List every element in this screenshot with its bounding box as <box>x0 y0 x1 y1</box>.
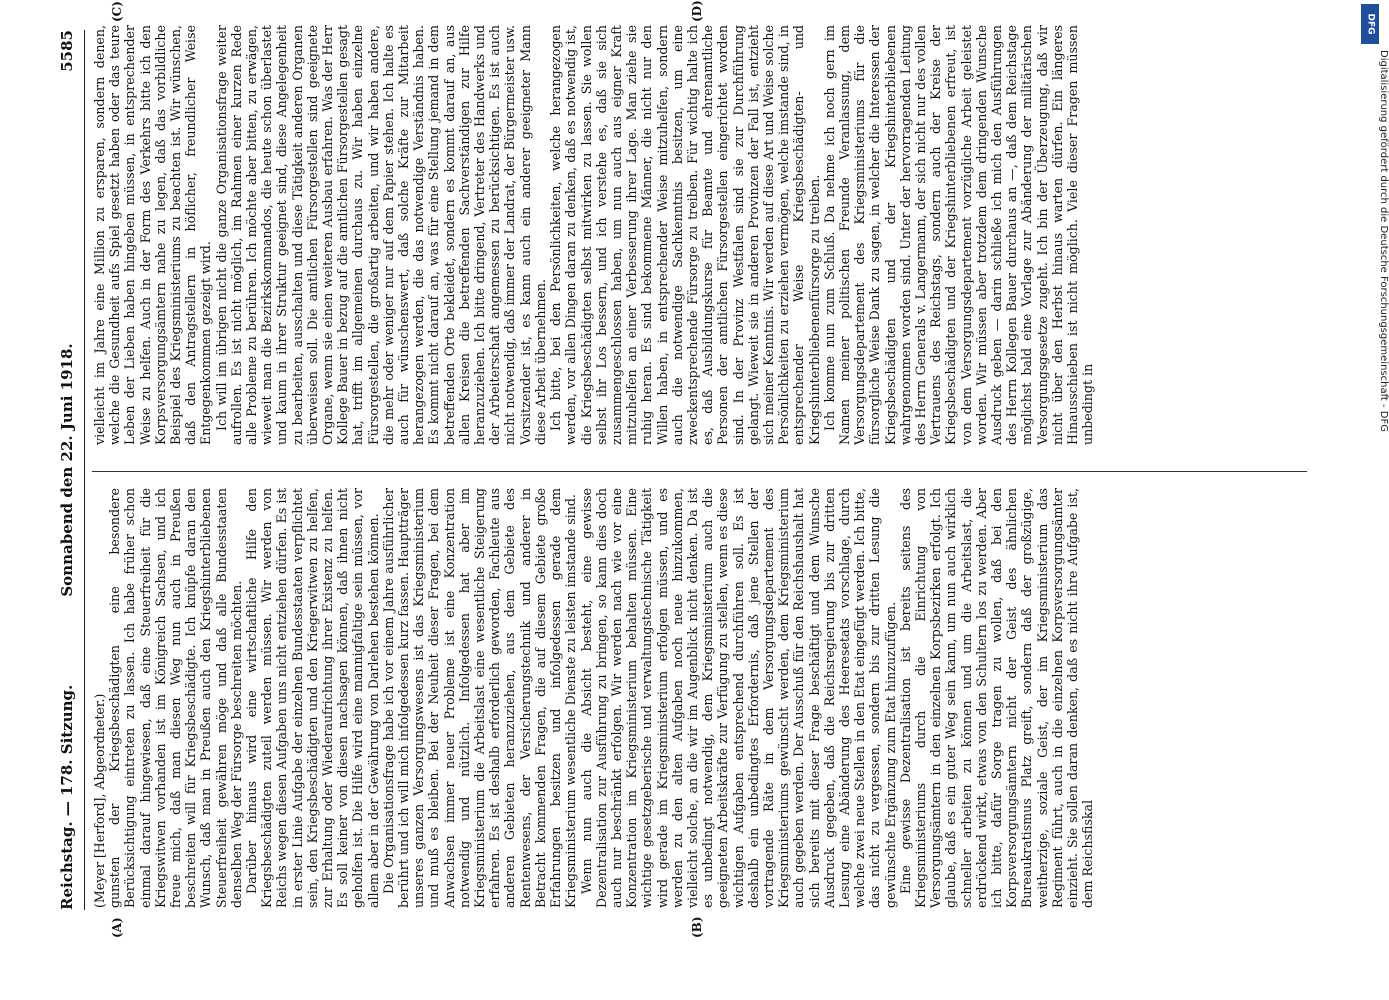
paragraph: Ich komme nun zum Schluß. Da nehme ich noch gern im Namen meiner politischen Freunde Veranlassung, dem Versorgungsdepartement des Kriegsministeriums für die fürsorgliche Weise Dank zu sagen, in welcher die Interessen der Kriegsbeschädigten und der Kriegshinterbliebenen wahrgenommen worden sind. Unter der hervorragenden Leitung des Herrn Generals v. Langermann, der sich nicht nur des vollen Vertrauens des Reichstags, sondern auch der Kreise der Kriegsbeschädigten und der Kriegshinterbliebenen erfreut, ist von dem Versorgungsdepartement vorzügliche Arbeit geleistet worden. Wir müssen aber trotzdem dem dringenden Wunsche Ausdruck geben — darin schließe ich mich den Ausführungen des Herrn Kollegen Bauer durchaus an —, daß dem Reichstage möglichst bald eine Vorlage zur Abänderung der militärischen Versorgungsgesetze zugeht. Ich bin der Überzeugung, daß wir nicht über den Herbst hinaus warten dürfen. Ein längeres Hinausschieben ist nicht möglich. Viele dieser Fragen müssen unbedingt in <box>821 25 1096 445</box>
left-column <box>92 488 1307 908</box>
header-date: Sonnabend den 22. Juni 1918. <box>58 343 76 597</box>
paragraph: vielleicht im Jahre eine Million zu ersparen, sondern denen, welche die Gesundheit aufs Spiel gesetzt haben oder das teure Leben der Lieben haben hingeben müssen, in entsprechender Weise zu helfen. Auch in der Form des Verkehrs bitte ich den Korpsversorgungsämtern nahe zu legen, daß das vorbildliche Beispiel des Kriegsministeriums zu beachten ist. Wir wünschen, daß den Antragstellern in höflicher, freundlicher Weise Entgegenkommen gezeigt wird. <box>92 25 214 445</box>
header-left: Reichstag. — 178. Sitzung. <box>58 684 76 910</box>
page-header <box>58 30 80 910</box>
margin-marker-a: (A) <box>110 917 124 938</box>
page-number: 5585 <box>58 30 76 72</box>
paragraph: Darüber hinaus wird eine wirtschaftliche Hilfe den Kriegsbeschädigten zuteil werden müssen. Wir werden von Reichs wegen diesen Aufgaben uns nicht entziehen dürfen. Es ist in erster Linie Aufgabe der einzelnen Bundesstaaten verpflichtet sein, den Kriegsbeschädigten und den Kriegerwitwen zu helfen, zur Erhaltung oder Wiederaufrichtung ihrer Existenz zu helfen. Es soll keiner von diesen nachsagen können, daß ihnen nicht geholfen ist. Die Hilfe wird eine mannigfaltige sein müssen, vor allem aber in der Gewährung von Darlehen bestehen können. <box>244 488 381 908</box>
paragraph: Ich will im übrigen nicht die ganze Organisationsfrage weiter aufrollen. Es ist nicht möglich, im Rahmen einer kurzen Rede alle Probleme zu berühren. Ich möchte aber bitten, zu erwägen, wieweit man die Bezirkskommandos, die heute schon überlastet und kaum in ihrer Struktur geeignet sind, diese Angelegenheit zu bearbeiten, ausschalten und diese Tätigkeit anderen Organen überweisen soll. Die amtlichen Fürsorgestellen sind geeignete Organe, wenn sie einen weiteren Ausbau erfahren. Was der Herr Kollege Bauer in bezug auf die amtlichen Fürsorgestellen gesagt hat, trifft im allgemeinen durchaus zu. Wir haben einzelne Fürsorgestellen, die großartig arbeiten, und wir haben andere, die mehr oder weniger nur auf dem Papier stehen. Ich halte es auch für wünschenswert, daß solche Kräfte zur Mitarbeit herangezogen werden, die das notwendige Verständnis haben. Es kommt nicht darauf an, was für eine Stellung jemand in dem betreffenden Orte bekleidet, sondern es kommt darauf an, aus allen Kreisen die betreffenden Sachverständigen zur Hilfe heranzuziehen. Ich bitte dringend, Vertreter des Handwerks und der Arbeiterschaft angemessen zu berücksichtigen. Es ist auch nicht notwendig, daß immer der Landrat, der Bürgermeister usw. Vorsitzender ist, es kann auch ein anderer geeigneter Mann diese Arbeit übernehmen. <box>213 25 548 445</box>
digitization-credit: Digitalisierung gefördert durch die Deutsche Forschungsgemeinschaft - DFG <box>1378 50 1389 433</box>
paragraph: Die Organisationsfrage habe ich vor einem Jahre ausführlicher berührt und ich will mich infolgedessen kurz fassen. Hauptträger unseres ganzen Versorgungswesens ist das Kriegsministerium und muß es bleiben. Bei der Neuheit dieser Fragen, bei dem Anwachsen immer neuer Probleme ist eine Konzentration notwendig und nützlich. Infolgedessen hat aber im Kriegsministerium die Arbeitslast eine wesentliche Steigerung erfahren. Es ist deshalb erforderlich geworden, Fachleute aus anderen Gebieten heranzuziehen, aus dem Gebiete des Rentenwesens, der Versicherungstechnik und anderer in Betracht kommenden Fragen, die auf diesem Gebiete große Erfahrungen besitzen und infolgedessen gerade dem Kriegsministerium wesentliche Dienste zu leisten imstande sind. <box>380 488 579 908</box>
margin-marker-b: (B) <box>690 916 704 938</box>
digitization-strip <box>1355 0 1389 1000</box>
header-rule <box>84 30 85 910</box>
margin-marker-d: (D) <box>690 0 704 22</box>
margin-marker-c: (C) <box>110 1 124 22</box>
paragraph: gunsten der Kriegsbeschädigten eine besondere Berücksichtigung eintreten zu lassen. Ich habe früher schon einmal darauf hingewiesen, daß eine Steuerfreiheit für die Kriegswitwen vorhanden ist im Königreich Sachsen, und ich freue mich, daß man diesen Weg nun auch in Preußen beschreiten will für Kriegsbeschädigte. Ich knüpfe daran den Wunsch, daß man in Preußen auch den Kriegshinterbliebenen Steuerfreiheit gewähren möge und daß alle Bundesstaaten denselben Weg der Fürsorge beschreiten möchten. <box>107 488 244 908</box>
paragraph: Ich bitte, bei den Persönlichkeiten, welche herangezogen werden, vor allen Dingen daran zu denken, daß es notwendig ist, die Kriegsbeschädigten selbst mitwirken zu lassen. Sie wollen selbst ihr Los bessern, und ich verstehe es, daß sie sich zusammengeschlossen haben, um nun auch aus eigner Kraft mitzuhelfen an einer Verbesserung ihrer Lage. Man ziehe sie ruhig heran. Es sind bekommene Männer, die nicht nur den Willen haben, in entsprechender Weise mitzuhelfen, sondern auch die notwendige Sachkenntnis besitzen, um eine zweckentsprechende Fürsorge zu treiben. Für wichtig halte ich es, daß Ausbildungskurse für Beamte und ehrenamtliche Personen der amtlichen Fürsorgestellen eingerichtet worden sind. In der Provinz Westfalen sind sie zur Durchführung gelangt. Wieweit sie in anderen Provinzen der Fall ist, entzieht sich meiner Kenntnis. Wir werden auf diese Art und Weise solche Persönlichkeiten zu erziehen vermögen, welche imstande sind, in entsprechender Weise Kriegsbeschädigten- und Kriegshinterbliebenenfürsorge zu treiben. <box>548 25 822 445</box>
right-column <box>92 25 1307 445</box>
paragraph: Eine gewisse Dezentralisation ist bereits seitens des Kriegsministeriums durch die Einrichtung von Versorgungsämtern in den einzelnen Korpsbezirken erfolgt. Ich glaube, daß es ein guter Weg sein kann, um nun auch wirklich schneller arbeiten zu können und um die Arbeitslast, die erdrückend wirkt, etwas von den Schultern los zu werden. Aber ich bitte, dafür Sorge tragen zu wollen, daß bei den Korpsversorgungsämtern nicht der Geist des ähnlichen Bureaukratismus Platz greift, sondern daß der großzügige, weitherzige, soziale Geist, der im Kriegsministerium das Regiment führt, auch in die einzelnen Korpsversorgungsämter einzieht. Sie sollen daran denken, daß es nicht ihre Aufgabe ist, dem Reichsfiskal <box>897 488 1096 908</box>
paragraph: Wenn nun auch die Absicht besteht, eine gewisse Dezentralisation zur Ausführung zu bringen, so kann dies doch auch nur beschränkt erfolgen. Wir werden nach wie vor eine Konzentration im Kriegsministerium behalten müssen. Eine wichtige gesetzgeberische und verwaltungstechnische Tätigkeit wird gerade im Kriegsministerium erfolgen müssen, und es werden zu den alten Aufgaben noch neue hinzukommen, vielleicht solche, an die wir im Augenblick nicht denken. Da ist es unbedingt notwendig, dem Kriegsministerium auch die geeigneten Arbeitskräfte zur Verfügung zu stellen, wenn es diese wichtigen Aufgaben entsprechend durchführen soll. Es ist deshalb ein unbedingtes Erfordernis, daß jene Stellen der vortragende Räte in dem Versorgungsdepartement des Kriegsministeriums gewünscht werden, dem Kriegsministerium auch gegeben werden. Der Ausschuß für den Reichshaushalt hat sich bereits mit dieser Frage beschäftigt und dem Wunsche Ausdruck gegeben, daß die Reichsregierung bis zur dritten Lesung eine Abänderung des Heeresetats vorschlage, durch welche zwei neue Stellen in den Etat eingefügt werden. Ich bitte, das nicht zu vergessen, sondern bis zur dritten Lesung die gewünschte Ergänzung zum Etat hinzuzufügen. <box>578 488 898 908</box>
column-divider <box>92 471 1307 472</box>
speaker-note: (Meyer [Herford], Abgeordneter.) <box>92 693 107 908</box>
dfg-logo: DFG <box>1361 4 1379 44</box>
